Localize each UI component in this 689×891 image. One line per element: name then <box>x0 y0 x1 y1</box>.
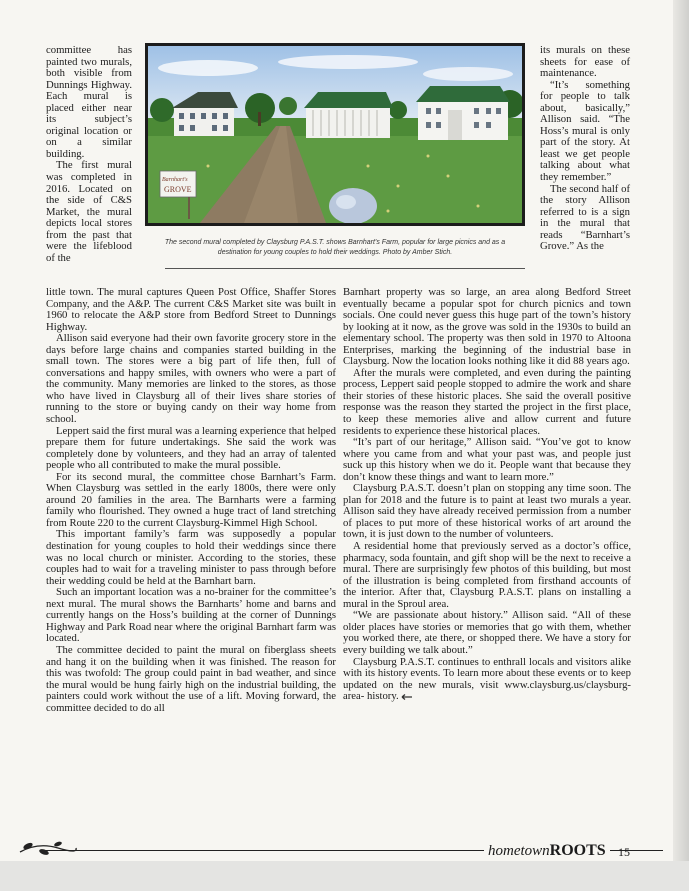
paragraph: “It’s something for people to talk about, basically,” Allison said. “The Hoss’s mural is only part of the story. At least we get people talking about what they remember.” <box>540 78 630 184</box>
paragraph: its murals on these sheets for ease of maintenance. <box>540 44 630 80</box>
left-column-main <box>46 287 336 714</box>
magazine-bold: ROOTS <box>549 842 606 859</box>
paragraph: The committee decided to paint the mural on fiberglass sheets and hang it on the building when it was finished. The reason for this was twofold: The group could paint in bad weather, and since the mural would be hung fairly high on the industrial building, the painters could work without the use of a lift. Moving forward, the committee decided to do all <box>46 643 336 714</box>
paragraph: This important family’s farm was supposedly a popular destination for young couples to hold their weddings since there was no local church or minister. According to the stories, these couples had to wait for a traveling minister to pass through before their wedding could be held at the Barnhart barn. <box>46 528 336 587</box>
right-column-top <box>540 45 630 253</box>
paragraph: committee has painted two murals, both visible from Dunnings Highway. Each mural is placed either near its subject’s original location or on a similar building. <box>46 44 132 160</box>
paragraph: “We are passionate about history.” Allison said. “All of these older places have stories or memories that go with them, whether you worked there, ate there, or shopped there. We have a story for every building we talk about.” <box>343 609 631 656</box>
paragraph: little town. The mural captures Queen Post Office, Shaffer Stores Company, and the A&P. The current C&S Market site was built in 1960 to relocate the A&P store from Bedford Street to Dunnings Highway. <box>46 286 336 333</box>
closing-text: Claysburg P.A.S.T. continues to enthrall locals and visitors alike with its history events. To learn more about these events or to keep updated on the new murals, visit www.claysburg.us/claysburg-area- history. <box>343 655 631 703</box>
scan-bottom-strip <box>0 861 689 891</box>
paragraph: Leppert said the first mural was a learning experience that helped prepare them for future undertakings. She said the work was completely done by volunteers, and they had an array of talented people who all contributed to make the mural possible. <box>46 424 336 472</box>
vine-ornament-icon <box>18 838 78 858</box>
right-column-main <box>343 287 631 703</box>
page-edge <box>673 0 689 891</box>
paragraph: A residential home that previously served as a doctor’s office, pharmacy, soda fountain, and gift shop will be the next to receive a mural. There are surprisingly few photos of this building, but most of the illustration is being completed from firsthand accounts of the interior. After that, Claysburg P.A.S.T. plans on installing a mural in the Sproul area. <box>343 540 631 610</box>
paragraph: Barnhart property was so large, an area along Bedford Street eventually became a popular spot for church picnics and town socials. One could never guess this huge part of the town’s history by looking at it now, as the grove was sold in the 1930s to build an elementary school. The property was then sold in 1970 to Altoona Enterprises, marking the beginning of the industrial base in Claysburg. Now the location looks nothing like it did 88 years ago. <box>343 286 631 368</box>
paragraph: The second half of the story Allison referred to is a sign in the mural that reads “Barnhart’s Grove.” As the <box>540 182 630 253</box>
magazine-title <box>484 842 610 860</box>
sign-line-2: GROVE <box>164 185 192 194</box>
photo-caption: The second mural completed by Claysburg P.A.S.T. shows Barnhart’s Farm, popular for large picnics and as a destination for young couples to hold their weddings. Photo by Amber Stich. <box>164 239 506 256</box>
paragraph: The first mural was completed in 2016. Located on the side of C&S Market, the mural depicts local stores from the past that were the lifeblood of the <box>46 159 132 264</box>
left-column-top <box>46 45 132 264</box>
paragraph: For its second mural, the committee chose Barnhart’s Farm. When Claysburg was settled in the early 1800s, there were only around 20 families in the area. The Barnharts were a farming family who flourished. They owned a huge tract of land stretching from Route 220 to the current Claysburg-Kimmel High School. <box>46 470 336 529</box>
paragraph: “It’s part of our heritage,” Allison said. “You’ve got to know where you came from and what your past was, and people just suck up this history when we do it. People want that because they don’t know these things and want to learn more.” <box>343 436 631 483</box>
magazine-script: hometown <box>488 843 550 859</box>
page-number: 15 <box>618 845 630 859</box>
sign-line-1: Barnhart's <box>162 177 188 183</box>
paragraph: Claysburg P.A.S.T. doesn’t plan on stopping any time soon. The plan for 2018 and the future is to paint at least two murals a year. Allison said they have already received permission from a number of places to put more of these historical works of art around the town, it is just down to the number of volunteers. <box>343 482 631 541</box>
caption-rule <box>165 268 525 269</box>
paragraph <box>343 657 631 703</box>
paragraph: After the murals were completed, and even during the painting process, Leppert said people stopped to admire the work and share their stories of these historic places. She said the overall positive response was the reason they started the project in the first place, to keep these memories alive and allow current and future residents to experience these historical places. <box>343 366 631 437</box>
end-mark-icon <box>401 694 413 700</box>
paragraph: Allison said everyone had their own favorite grocery store in the days before large chains and companies started building in the small town. The stores were a big part of life then, full of conversations and happy smiles, with owners who were a part of the community. Many memories are linked to the stores, as those who have lived in Claysburg all of their lives share stories of running to the store or buying candy on their way home from school. <box>46 332 336 426</box>
paragraph: Such an important location was a no-brainer for the committee’s next mural. The mural shows the Barnharts’ home and barns and currently hangs on the Hoss’s building at the corner of Dunnings Highway and Park Road near where the original Barnhart farm was located. <box>46 586 336 645</box>
mural-photo <box>145 43 525 226</box>
